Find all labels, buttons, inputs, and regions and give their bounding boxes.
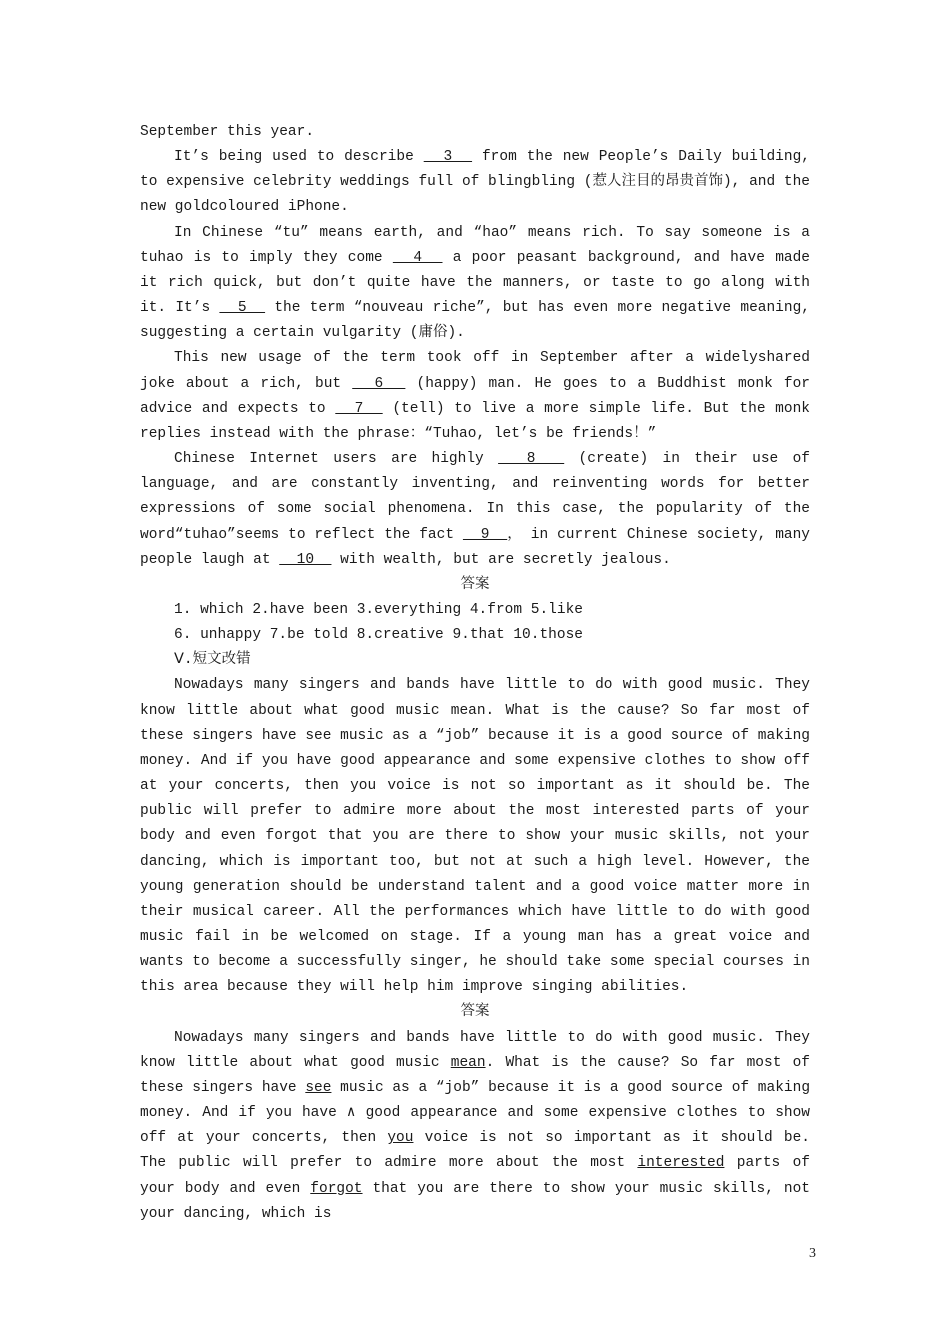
text-span: (tell) to live a more simple life. But the monk replies instead with the phrase：“Tuhao, let’s be friends！” [140,400,810,442]
answer-heading: 答案 [460,1004,490,1021]
text-span: music as a “job” because it is a good source of making money. And if you have ∧ good appearance and some expensive clothes to show off at your concerts, then [140,1079,811,1147]
text-span: from the new People’s Daily building, to expensive celebrity weddings full of blingbling (惹人注目的昂贵首饰), and the new goldcoloured iPhone. [140,149,810,216]
blank-5: 5 [219,300,266,317]
section-title: Ⅴ.短文改错 [174,652,251,669]
passage-paragraph [140,221,810,347]
text-span: This new usage of the term took off in September after a widelyshared joke about a rich, but [140,350,810,392]
passage-paragraph [140,145,810,220]
blank-4: 4 [392,249,443,266]
marked-word: mean [450,1054,486,1071]
text-span: (create) in their use of language, and are constantly inventing, and reinventing words for better expressions of some social phenomena. In this case, the popularity of the word“tuhao”seems to reflect the fact [140,451,810,543]
marked-word: you [387,1130,414,1147]
blank-7: 7 [335,400,383,417]
answer-line: 6. unhappy 7.be told 8.creative 9.that 10.those [174,627,583,644]
text-span: (happy) man. He goes to a Buddhist monk for advice and expects to [140,375,810,417]
answer-line: 1. which 2.have been 3.everything 4.from 5.like [174,601,583,618]
text-span: . What is the cause? So far most of these singers have [140,1054,810,1096]
page-number: 3 [809,1246,816,1261]
marked-word: interested [637,1155,725,1172]
text-span: In Chinese “tu” means earth, and “hao” means rich. To say someone is a tuhao is to imply they come [140,224,810,266]
answer-heading: 答案 [460,576,490,593]
corrected-passage [140,1026,810,1227]
passage-line: September this year. [140,124,315,140]
blank-10: 10 [279,551,332,568]
document-body [140,120,810,1227]
text-span: the term “nouveau riche”, but has even more negative meaning, suggesting a certain vulgarity (庸俗). [140,300,810,342]
blank-9: 9 [462,526,508,543]
text-span: with wealth, but are secretly jealous. [331,551,671,568]
passage-paragraph [140,447,810,573]
text-span: voice is not so important as it should be. The public will prefer to admire more about the most [140,1130,810,1172]
blank-8: 8 [498,451,565,468]
text-span: a poor peasant background, and have made it rich quick, but don’t quite have the manners, or taste to go along with it. It’s [140,249,810,317]
text-span: It’s being used to describe [174,149,424,166]
passage-paragraph [140,346,810,447]
text-span: parts of your body and even [140,1155,810,1197]
blank-6: 6 [352,375,406,392]
text-span: Chinese Internet users are highly [174,451,499,468]
text-span: ， in current Chinese society, many people laugh at [140,526,810,568]
text-span: that you are there to show your music skills, not your dancing, which is [140,1180,810,1222]
text-span: Nowadays many singers and bands have little to do with good music. They know little about what good music [140,1029,810,1071]
marked-word: forgot [310,1180,363,1197]
marked-word: see [305,1079,332,1096]
blank-3: 3 [423,149,473,166]
correction-passage: Nowadays many singers and bands have little to do with good music. They know little about what good music mean. What is the cause? So far most of these singers have see music as a “job” because it is a good source of making money. And if you have good appearance and some expensive clothes to show off at your concerts, then you voice is not so important as it should be. The public will prefer to admire more about the most interested parts of your body and even forgot that you are there to show your music skills, not your dancing, which is important too, but not at such a high level. However, the young generation should be understand talent and a good voice matter more in their musical career. All the performances which have little to do with good music fail in be welcomed on stage. If a young man has a great voice and wants to become a successfully singer, he should take some special courses in this area because they will help him improve singing abilities. [140,677,811,996]
